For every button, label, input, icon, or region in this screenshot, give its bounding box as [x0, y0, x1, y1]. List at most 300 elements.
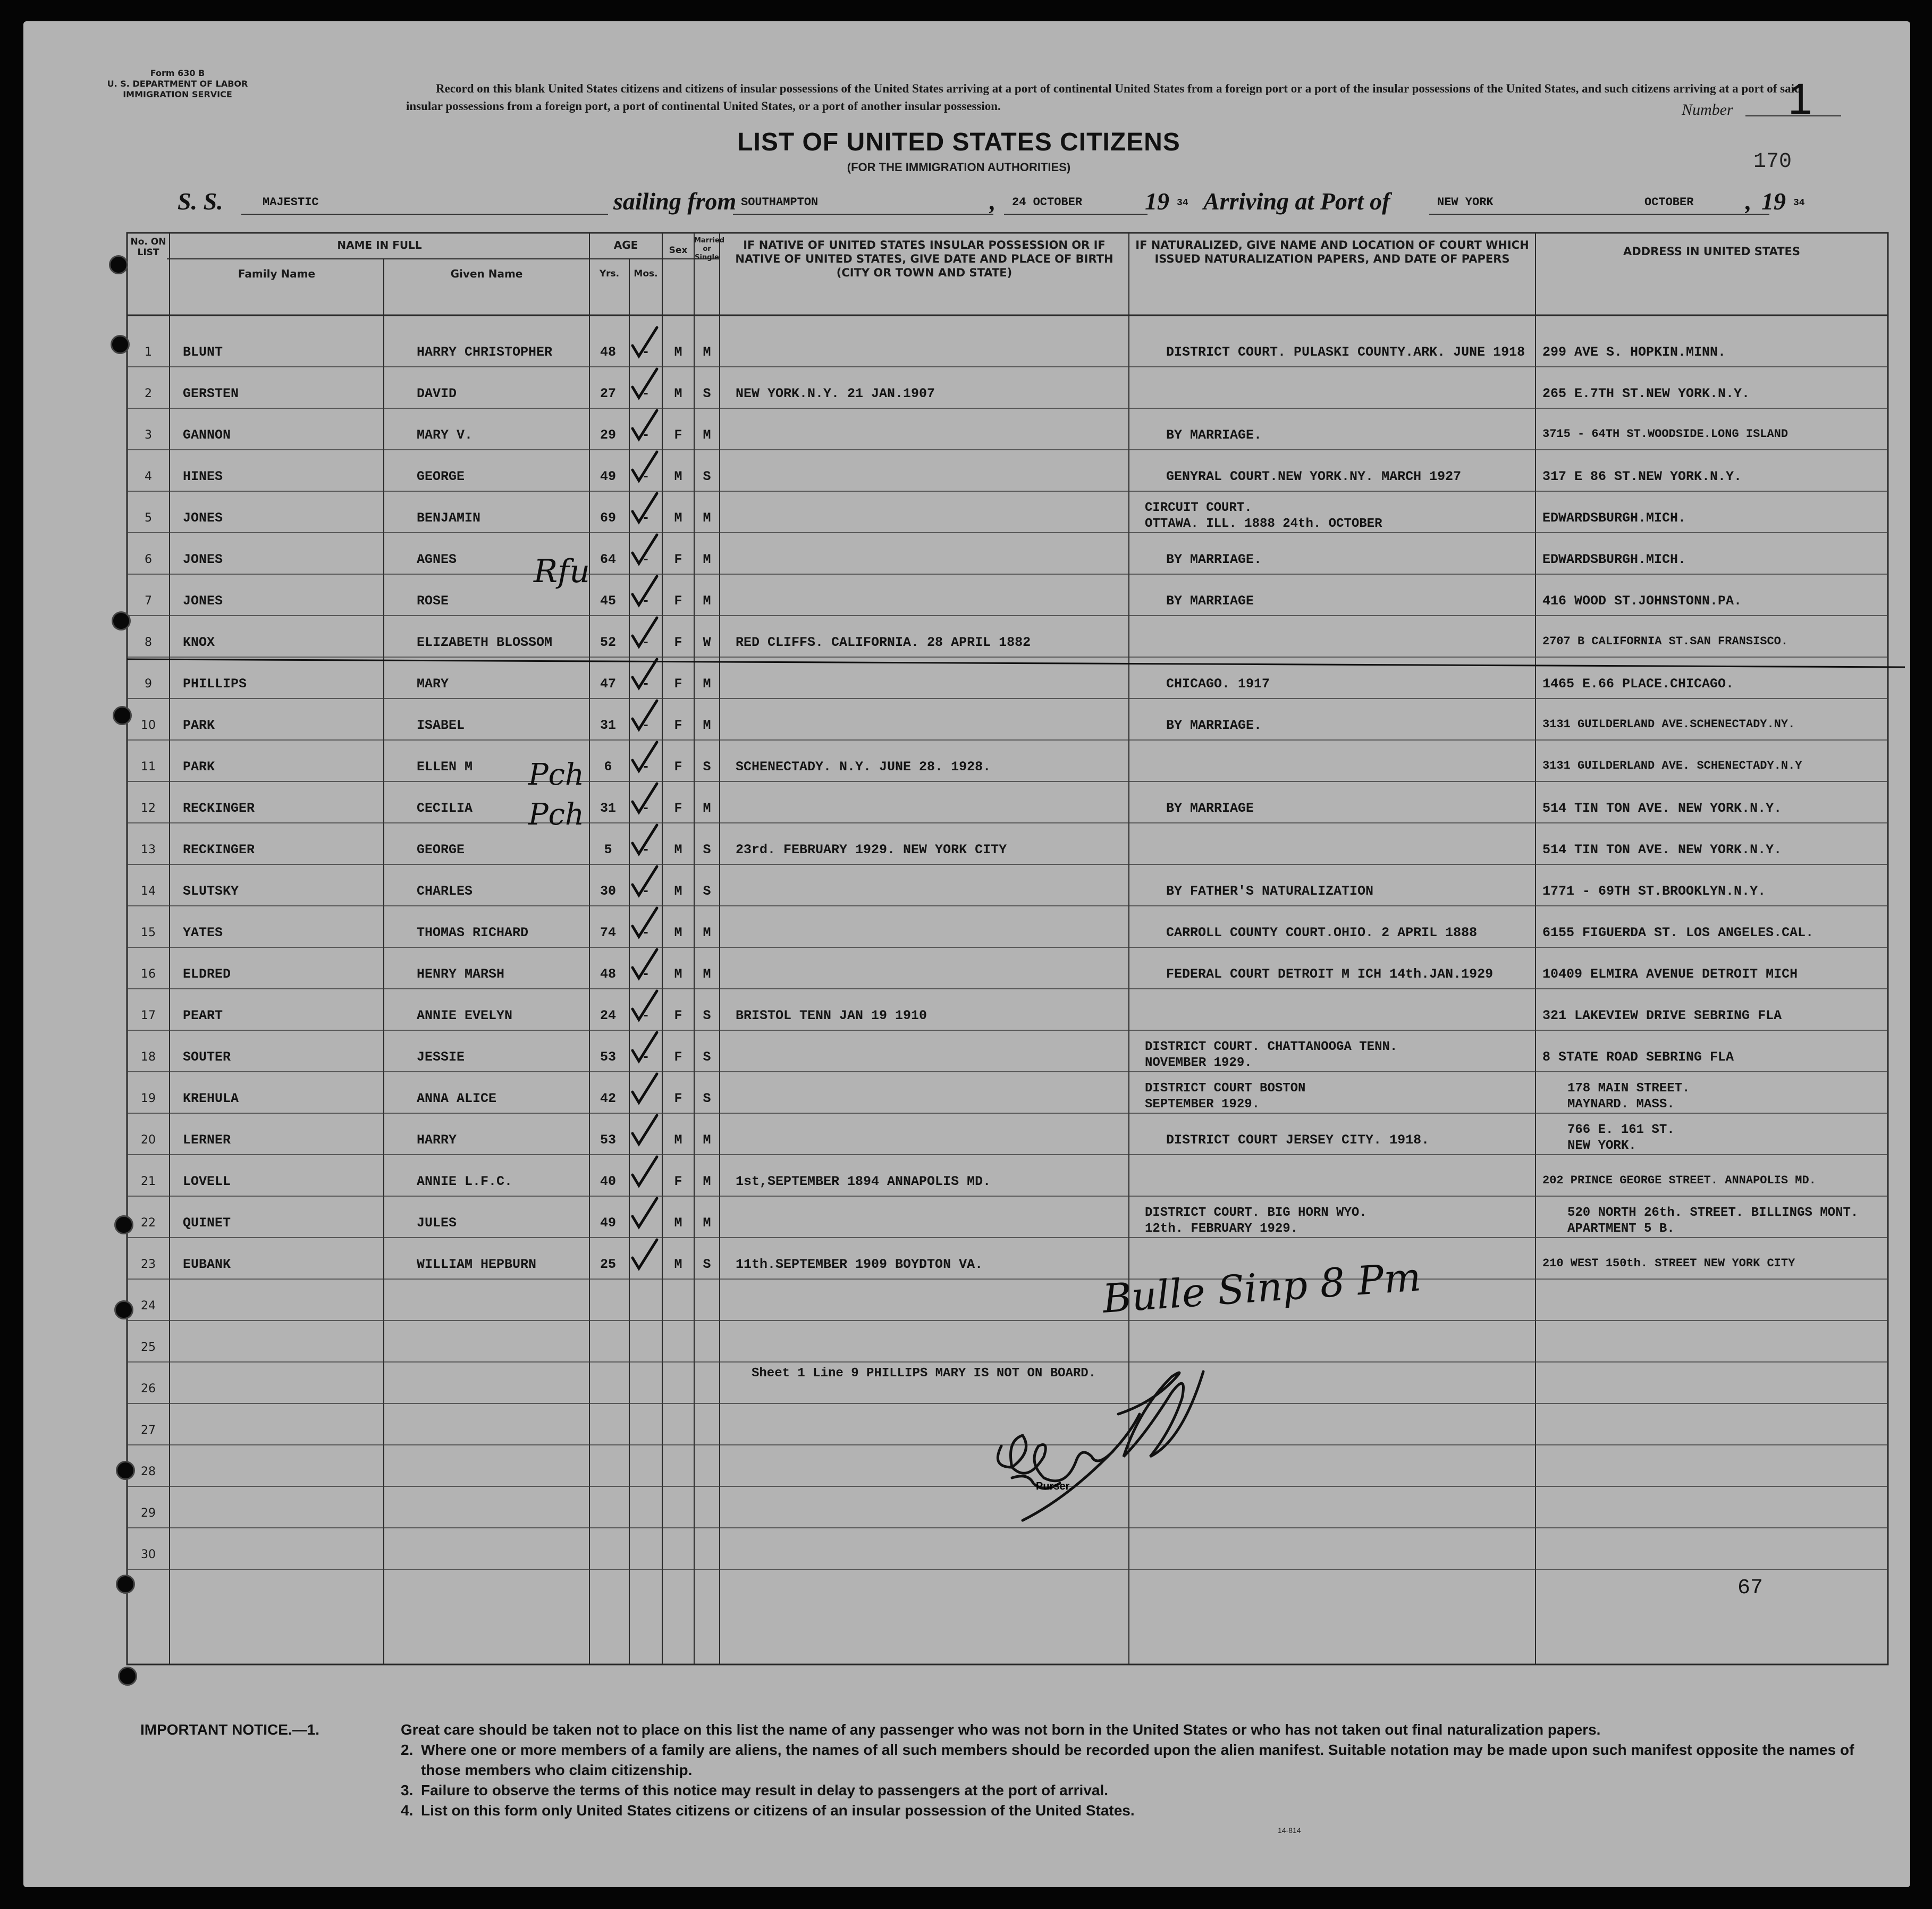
header-sex: Sex	[669, 245, 688, 256]
address: 317 E 86 ST.NEW YORK.N.Y.	[1542, 469, 1742, 484]
check-mark-icon	[629, 780, 661, 818]
departure-date: 24 OCTOBER	[1012, 196, 1083, 209]
page-subtitle: (FOR THE IMMIGRATION AUTHORITIES)	[847, 161, 1071, 174]
punch-hole	[109, 255, 128, 274]
naturalization-court: CIRCUIT COURT.	[1145, 501, 1252, 515]
marital-status: S	[703, 1008, 711, 1023]
sex: M	[674, 1257, 682, 1272]
row-number: 30	[141, 1548, 156, 1561]
port-from: SOUTHAMPTON	[741, 196, 819, 209]
header-name-in-full: NAME IN FULL	[337, 239, 422, 251]
age-years: 74	[600, 925, 616, 940]
marital-status: M	[703, 676, 711, 692]
row-number: 9	[145, 677, 152, 691]
arriving-label: Arriving at Port of	[1203, 188, 1390, 215]
age-months: -	[642, 427, 650, 443]
marital-status: S	[703, 842, 711, 857]
row-number: 26	[141, 1382, 156, 1395]
row-number: 5	[145, 511, 152, 525]
notice-item-4	[401, 1801, 1878, 1821]
naturalization-court-line2: 12th. FEBRUARY 1929.	[1145, 1222, 1298, 1236]
given-name: THOMAS RICHARD	[417, 925, 529, 940]
given-name: JESSIE	[417, 1049, 465, 1065]
age-years: 29	[600, 427, 616, 443]
family-name: KREHULA	[183, 1091, 239, 1106]
row-number: 22	[141, 1216, 156, 1230]
naturalization-court-line2: OTTAWA. ILL. 1888 24th. OCTOBER	[1145, 517, 1382, 531]
row-number: 2	[145, 387, 152, 400]
address: 514 TIN TON AVE. NEW YORK.N.Y.	[1542, 801, 1782, 816]
family-name: RECKINGER	[183, 842, 255, 857]
given-name: CHARLES	[417, 884, 473, 899]
row-number: 18	[141, 1050, 156, 1064]
check-mark-icon	[629, 573, 661, 610]
age-years: 30	[600, 884, 616, 899]
family-name: SLUTSKY	[183, 884, 239, 899]
birth-place-date: 1st,SEPTEMBER 1894 ANNAPOLIS MD.	[736, 1174, 991, 1189]
sheet-number: 1	[1788, 75, 1812, 123]
sex: M	[674, 1132, 682, 1148]
check-mark-icon	[629, 615, 661, 652]
age-months: -	[642, 966, 650, 982]
naturalization-court-line2: SEPTEMBER 1929.	[1145, 1097, 1260, 1112]
notice-heading: IMPORTANT NOTICE.—1.	[140, 1721, 320, 1738]
given-name: BENJAMIN	[417, 510, 481, 526]
row-number: 27	[141, 1424, 156, 1437]
marital-status: S	[703, 1257, 711, 1272]
naturalization-court: DISTRICT COURT. PULASKI COUNTY.ARK. JUNE 1918	[1166, 344, 1525, 360]
age-months: -	[642, 759, 650, 775]
manifest-sheet	[23, 21, 1910, 1887]
check-mark-icon	[629, 449, 661, 486]
check-mark-icon	[629, 822, 661, 859]
row-number: 24	[141, 1299, 156, 1313]
punch-hole	[118, 1667, 137, 1686]
marital-status: M	[703, 801, 711, 816]
naturalization-court: DISTRICT COURT. CHATTANOOGA TENN.	[1145, 1040, 1398, 1054]
sex: F	[674, 718, 682, 733]
age-years: 47	[600, 676, 616, 692]
sex: F	[674, 676, 682, 692]
address: 10409 ELMIRA AVENUE DETROIT MICH	[1542, 966, 1798, 982]
birth-place-date: SCHENECTADY. N.Y. JUNE 28. 1928.	[736, 759, 991, 775]
age-months: -	[642, 593, 650, 609]
given-name: HARRY CHRISTOPHER	[417, 344, 553, 360]
punch-hole	[114, 1300, 133, 1319]
age-years: 53	[600, 1049, 616, 1065]
age-years: 69	[600, 510, 616, 526]
address: 202 PRINCE GEORGE STREET. ANNAPOLIS MD.	[1542, 1174, 1816, 1187]
address: 6155 FIGUERDA ST. LOS ANGELES.CAL.	[1542, 925, 1814, 940]
marital-status: S	[703, 386, 711, 401]
marital-status: W	[703, 635, 711, 650]
age-months: -	[642, 1049, 650, 1065]
sex: F	[674, 552, 682, 567]
marital-status: M	[703, 552, 711, 567]
family-name: PARK	[183, 718, 215, 733]
header-naturalization: IF NATURALIZED, GIVE NAME AND LOCATION OF COURT WHICH ISSUED NATURALIZATION PAPERS, AND DATE OF PAPERS	[1135, 239, 1529, 265]
given-name: JULES	[417, 1215, 457, 1231]
handwritten-initials-1: Rfu	[534, 553, 590, 590]
age-months: -	[642, 842, 650, 857]
birth-place-date: 11th.SEPTEMBER 1909 BOYDTON VA.	[736, 1257, 983, 1272]
family-name: JONES	[183, 552, 223, 567]
header-address: ADDRESS IN UNITED STATES	[1623, 245, 1801, 258]
check-mark-icon	[629, 697, 661, 735]
given-name: DAVID	[417, 386, 457, 401]
notice-text-2: Where one or more members of a family are aliens, the names of all such members should be recorded upon the alien manifest. Suitable notation may be made upon such manifest opposite the names of those members who claim citizenship.	[421, 1742, 1854, 1778]
row-number: 28	[141, 1465, 156, 1478]
given-name: GEORGE	[417, 469, 465, 484]
age-years: 49	[600, 469, 616, 484]
check-mark-icon	[629, 1195, 661, 1232]
given-name: ELIZABETH BLOSSOM	[417, 635, 553, 650]
marital-status: M	[703, 1174, 711, 1189]
given-name: ANNA ALICE	[417, 1091, 497, 1106]
age-years: 24	[600, 1008, 616, 1023]
row-number: 29	[141, 1507, 156, 1520]
punch-hole	[116, 1461, 135, 1480]
sex: F	[674, 759, 682, 775]
marital-status: S	[703, 469, 711, 484]
age-years: 40	[600, 1174, 616, 1189]
birth-place-date: RED CLIFFS. CALIFORNIA. 28 APRIL 1882	[736, 635, 1031, 650]
naturalization-court: BY MARRIAGE.	[1166, 427, 1262, 443]
form-instructions: Record on this blank United States citizens and citizens of insular possessions of the United States arriving at a port of continental United States from a foreign port or a port of the insular possessions of the United States, and such citizens arriving at a port of said insular possessions from a foreign port, a port of continental United States, or a port of another insular possession.	[406, 82, 1801, 113]
birth-place-date: NEW YORK.N.Y. 21 JAN.1907	[736, 386, 935, 401]
row-number: 16	[141, 968, 156, 981]
marital-status: M	[703, 593, 711, 609]
sex: F	[674, 1091, 682, 1106]
address: 8 STATE ROAD SEBRING FLA	[1542, 1049, 1734, 1065]
family-name: PHILLIPS	[183, 676, 247, 692]
notice-item-1	[401, 1720, 1878, 1740]
given-name: HENRY MARSH	[417, 966, 505, 982]
port-to: NEW YORK	[1437, 196, 1494, 209]
age-years: 49	[600, 1215, 616, 1231]
marital-status: S	[703, 884, 711, 899]
header-age-months: Mos.	[634, 268, 658, 279]
naturalization-court: BY MARRIAGE.	[1166, 718, 1262, 733]
family-name: HINES	[183, 469, 223, 484]
naturalization-court: BY MARRIAGE	[1166, 801, 1254, 816]
family-name: LERNER	[183, 1132, 231, 1148]
given-name: HARRY	[417, 1132, 457, 1148]
naturalization-court: DISTRICT COURT JERSEY CITY. 1918.	[1166, 1132, 1430, 1148]
page-title: LIST OF UNITED STATES CITIZENS	[737, 128, 1180, 156]
row-number: 25	[141, 1341, 156, 1354]
age-years: 31	[600, 718, 616, 733]
check-mark-icon	[629, 1112, 661, 1149]
row-number: 13	[141, 843, 156, 856]
number-label: Number	[1682, 101, 1733, 119]
address-line2: APARTMENT 5 B.	[1567, 1222, 1675, 1236]
row-number: 11	[141, 760, 156, 773]
notice-num-3: 3.	[401, 1782, 414, 1798]
department-name: U. S. DEPARTMENT OF LABOR	[107, 79, 248, 89]
address: 514 TIN TON AVE. NEW YORK.N.Y.	[1542, 842, 1782, 857]
sex: F	[674, 635, 682, 650]
sex: M	[674, 884, 682, 899]
row-number: 21	[141, 1175, 156, 1188]
header-age-years: Yrs.	[599, 268, 620, 279]
notice-text-3: Failure to observe the terms of this notice may result in delay to passengers at the port of arrival.	[421, 1782, 1109, 1798]
check-mark-icon	[629, 324, 661, 361]
given-name: MARY	[417, 676, 449, 692]
age-years: 27	[600, 386, 616, 401]
check-mark-icon	[629, 946, 661, 983]
departure-year: 34	[1177, 198, 1188, 208]
family-name: YATES	[183, 925, 223, 940]
header-given-name: Given Name	[450, 267, 523, 280]
punch-hole	[116, 1575, 135, 1594]
check-mark-icon	[629, 988, 661, 1025]
notice-num-4: 4.	[401, 1802, 414, 1819]
address: 1465 E.66 PLACE.CHICAGO.	[1542, 676, 1734, 692]
check-mark-icon	[629, 532, 661, 569]
age-months: -	[642, 718, 650, 733]
naturalization-court: BY FATHER'S NATURALIZATION	[1166, 884, 1374, 899]
check-mark-icon	[629, 407, 661, 444]
header-family-name: Family Name	[238, 267, 316, 280]
sex: M	[674, 1215, 682, 1231]
given-name: MARY V.	[417, 427, 473, 443]
row-number: 20	[141, 1133, 156, 1147]
address: 2707 B CALIFORNIA ST.SAN FRANSISCO.	[1542, 635, 1788, 648]
page-number: 170	[1753, 150, 1792, 174]
check-mark-icon	[629, 1154, 661, 1191]
given-name: AGNES	[417, 552, 457, 567]
header-married-single: Married or Single	[694, 237, 725, 262]
birth-place-date: 23rd. FEBRUARY 1929. NEW YORK CITY	[736, 842, 1007, 857]
naturalization-court: GENYRAL COURT.NEW YORK.NY. MARCH 1927	[1166, 469, 1462, 484]
marital-status: M	[703, 1132, 711, 1148]
marital-status: M	[703, 718, 711, 733]
family-name: KNOX	[183, 635, 215, 650]
punch-hole	[113, 706, 132, 725]
naturalization-court: BY MARRIAGE	[1166, 593, 1254, 609]
sex: F	[674, 427, 682, 443]
age-years: 5	[604, 842, 612, 857]
address: 3131 GUILDERLAND AVE.SCHENECTADY.NY.	[1542, 718, 1795, 731]
arrival-year: 34	[1793, 198, 1805, 208]
given-name: ROSE	[417, 593, 449, 609]
naturalization-court: FEDERAL COURT DETROIT M ICH 14th.JAN.1929	[1166, 966, 1494, 982]
row-number: 19	[141, 1092, 156, 1105]
given-name: ISABEL	[417, 718, 465, 733]
age-months: -	[642, 469, 650, 484]
row-number: 14	[141, 885, 156, 898]
given-name: ANNIE EVELYN	[417, 1008, 513, 1023]
address: 265 E.7TH ST.NEW YORK.N.Y.	[1542, 386, 1750, 401]
row-number: 17	[141, 1009, 156, 1022]
notice-text-4: List on this form only United States citizens or citizens of an insular possession of the United States.	[421, 1802, 1135, 1819]
age-months: -	[642, 1008, 650, 1023]
sex: F	[674, 1008, 682, 1023]
age-years: 48	[600, 966, 616, 982]
family-name: SOUTER	[183, 1049, 231, 1065]
sex: M	[674, 344, 682, 360]
comma-2: ,	[1745, 188, 1752, 215]
age-years: 53	[600, 1132, 616, 1148]
handwritten-initials-2: Pch	[528, 758, 585, 792]
age-months: -	[642, 344, 650, 360]
sex: M	[674, 386, 682, 401]
address: EDWARDSBURGH.MICH.	[1542, 552, 1686, 567]
row-number: 23	[141, 1258, 156, 1271]
check-mark-icon	[629, 656, 661, 693]
year-prefix-1: 19	[1145, 188, 1169, 215]
address: 299 AVE S. HOPKIN.MINN.	[1542, 344, 1726, 360]
age-years: 64	[600, 552, 616, 567]
row-number: 1	[145, 346, 152, 359]
check-mark-icon	[629, 1071, 661, 1108]
punch-hole	[114, 1215, 133, 1234]
check-mark-icon	[629, 739, 661, 776]
family-name: GERSTEN	[183, 386, 239, 401]
age-months: -	[642, 635, 650, 650]
address: 416 WOOD ST.JOHNSTONN.PA.	[1542, 593, 1742, 609]
row-number: 8	[145, 636, 152, 649]
age-years: 45	[600, 593, 616, 609]
sex: M	[674, 925, 682, 940]
family-name: JONES	[183, 593, 223, 609]
address: 178 MAIN STREET.	[1567, 1081, 1690, 1096]
row-number: 7	[145, 594, 152, 608]
sex: F	[674, 801, 682, 816]
age-years: 42	[600, 1091, 616, 1106]
age-years: 48	[600, 344, 616, 360]
address: 766 E. 161 ST.	[1567, 1123, 1675, 1137]
address: 3715 - 64TH ST.WOODSIDE.LONG ISLAND	[1542, 427, 1788, 441]
row-number: 10	[141, 719, 156, 732]
sex: M	[674, 469, 682, 484]
not-on-board-note: Sheet 1 Line 9 PHILLIPS MARY IS NOT ON BOARD.	[752, 1366, 1096, 1381]
age-months: -	[642, 925, 650, 940]
header-no-on-list: No. ON LIST	[130, 237, 166, 258]
check-mark-icon	[629, 1237, 661, 1274]
check-mark-icon	[629, 1029, 661, 1066]
given-name: CECILIA	[417, 801, 473, 816]
purser-signature	[959, 1345, 1256, 1526]
family-name: EUBANK	[183, 1257, 231, 1272]
marital-status: M	[703, 1215, 711, 1231]
row-number: 4	[145, 470, 152, 483]
address: 520 NORTH 26th. STREET. BILLINGS MONT.	[1567, 1206, 1859, 1220]
naturalization-court-line2: NOVEMBER 1929.	[1145, 1056, 1252, 1070]
address: EDWARDSBURGH.MICH.	[1542, 510, 1686, 526]
arrival-date: OCTOBER	[1644, 196, 1694, 209]
family-name: RECKINGER	[183, 801, 255, 816]
header-native-birth: IF NATIVE OF UNITED STATES INSULAR POSSESSION OR IF NATIVE OF UNITED STATES, GIVE DATE AND PLACE OF BIRTH (CITY OR TOWN AND STATE)	[735, 239, 1113, 279]
birth-place-date: BRISTOL TENN JAN 19 1910	[736, 1008, 927, 1023]
address: 210 WEST 150th. STREET NEW YORK CITY	[1542, 1257, 1795, 1270]
notice-item-3	[401, 1780, 1878, 1801]
age-months: -	[642, 510, 650, 526]
header-age: AGE	[613, 239, 638, 251]
marital-status: M	[703, 966, 711, 982]
notice-text-1: Great care should be taken not to place on this list the name of any passenger who was not born in the United States or who has not taken out final naturalization papers.	[401, 1721, 1601, 1738]
family-name: ELDRED	[183, 966, 231, 982]
age-months: -	[642, 552, 650, 567]
notice-num-2: 2.	[401, 1742, 414, 1758]
family-name: GANNON	[183, 427, 231, 443]
handwritten-initials-3: Pch	[528, 797, 585, 832]
given-name: GEORGE	[417, 842, 465, 857]
family-name: PARK	[183, 759, 215, 775]
marital-status: S	[703, 1049, 711, 1065]
service-name: IMMIGRATION SERVICE	[123, 89, 232, 99]
sailing-label: sailing from	[613, 188, 737, 215]
purser-label: Purser.	[1036, 1481, 1072, 1492]
check-mark-icon	[629, 905, 661, 942]
sex: M	[674, 510, 682, 526]
address-line2: NEW YORK.	[1567, 1139, 1636, 1153]
given-name: WILLIAM HEPBURN	[417, 1257, 537, 1272]
sex: M	[674, 842, 682, 857]
marital-status: M	[703, 510, 711, 526]
sex: M	[674, 966, 682, 982]
table-grid	[23, 21, 1910, 1887]
given-name: ELLEN M	[417, 759, 473, 775]
punch-hole	[111, 335, 130, 354]
sex: F	[674, 1174, 682, 1189]
row-number: 15	[141, 926, 156, 939]
naturalization-court: CHICAGO. 1917	[1166, 676, 1270, 692]
naturalization-court: DISTRICT COURT BOSTON	[1145, 1081, 1306, 1096]
sex: F	[674, 593, 682, 609]
marital-status: M	[703, 925, 711, 940]
age-months: -	[642, 801, 650, 816]
family-name: LOVELL	[183, 1174, 231, 1189]
family-name: PEART	[183, 1008, 223, 1023]
check-mark-icon	[629, 366, 661, 403]
naturalization-court: BY MARRIAGE.	[1166, 552, 1262, 567]
address: 3131 GUILDERLAND AVE. SCHENECTADY.N.Y	[1542, 759, 1802, 772]
notice-items	[401, 1720, 1878, 1821]
row-number: 3	[145, 428, 152, 442]
address: 1771 - 69TH ST.BROOKLYN.N.Y.	[1542, 884, 1766, 899]
ship-name: MAJESTIC	[263, 196, 319, 209]
ss-label: S. S.	[178, 188, 223, 215]
check-mark-icon	[629, 863, 661, 901]
comma-1: ,	[990, 188, 996, 215]
notice-item-2	[401, 1740, 1878, 1780]
naturalization-court: DISTRICT COURT. BIG HORN WYO.	[1145, 1206, 1367, 1220]
naturalization-court: CARROLL COUNTY COURT.OHIO. 2 APRIL 1888	[1166, 925, 1478, 940]
age-months: -	[642, 884, 650, 899]
form-number: Form 630 B	[150, 68, 205, 78]
marital-status: S	[703, 1091, 711, 1106]
form-code: 14-814	[1278, 1826, 1301, 1835]
family-name: JONES	[183, 510, 223, 526]
age-months: -	[642, 386, 650, 401]
handwritten-note: Bulle Sinp 8 Pm	[1101, 1254, 1423, 1322]
address: 321 LAKEVIEW DRIVE SEBRING FLA	[1542, 1008, 1782, 1023]
age-years: 6	[604, 759, 612, 775]
age-years: 31	[600, 801, 616, 816]
row-number: 12	[141, 802, 156, 815]
marital-status: S	[703, 759, 711, 775]
year-prefix-2: 19	[1761, 188, 1786, 215]
punch-hole	[112, 611, 131, 630]
marital-status: M	[703, 344, 711, 360]
bottom-page-number: 67	[1737, 1576, 1764, 1600]
family-name: QUINET	[183, 1215, 231, 1231]
age-years: 52	[600, 635, 616, 650]
marital-status: M	[703, 427, 711, 443]
address-line2: MAYNARD. MASS.	[1567, 1097, 1675, 1112]
